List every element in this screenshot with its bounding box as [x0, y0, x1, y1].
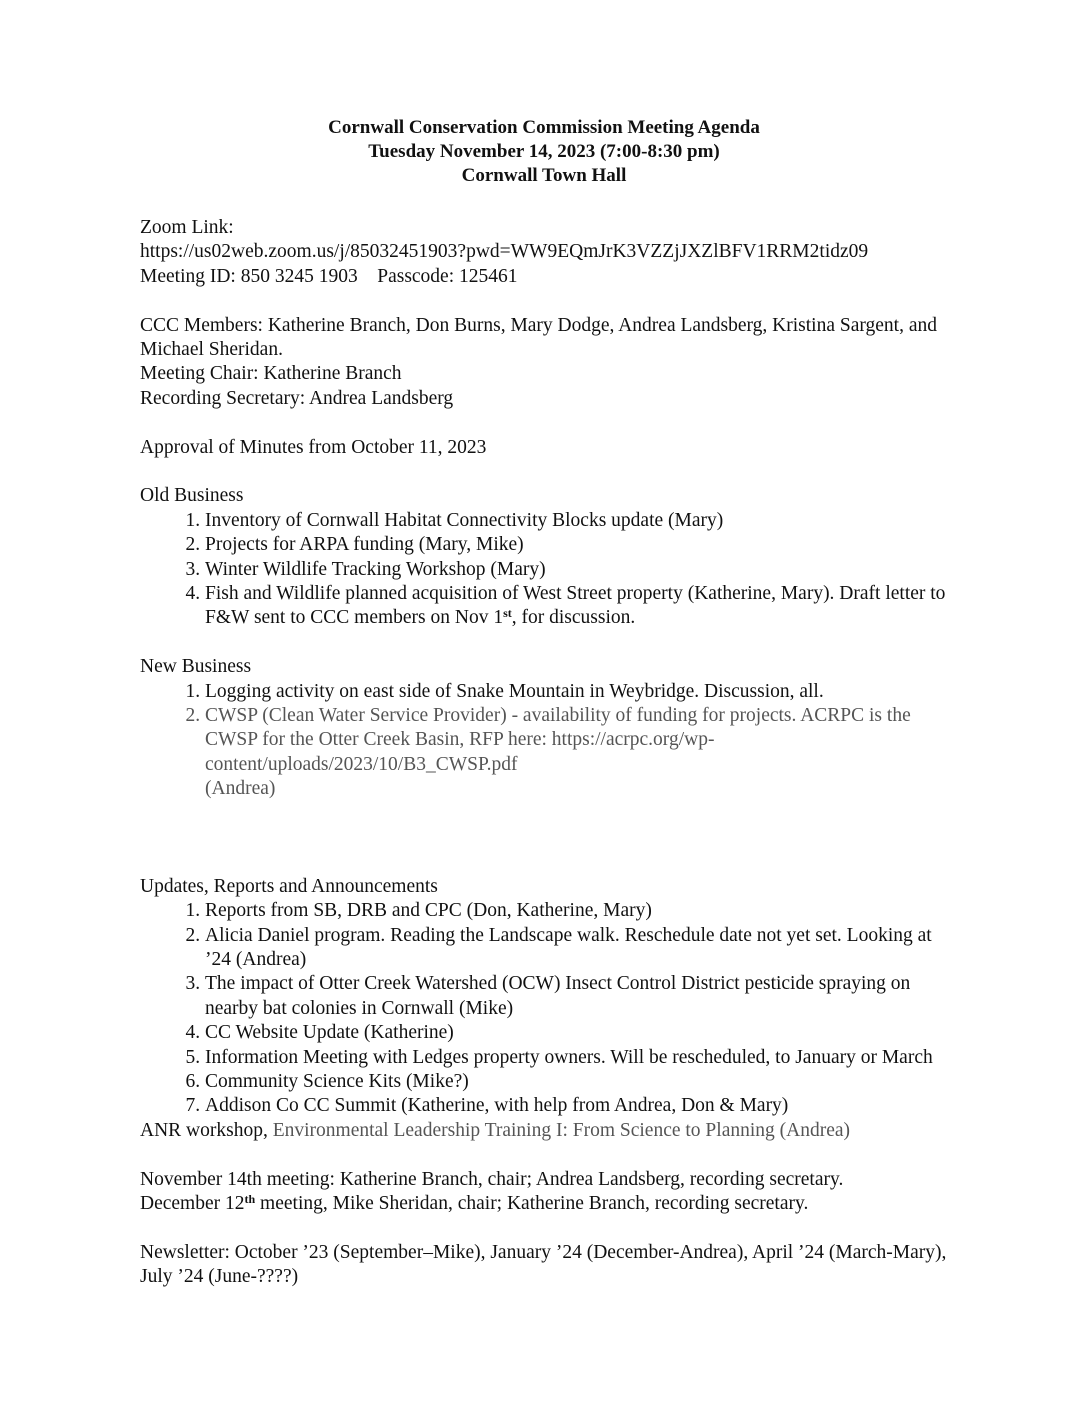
- old-business-heading: Old Business: [140, 485, 244, 507]
- meeting-date: Tuesday November 14, 2023 (7:00-8:30 pm): [368, 141, 720, 162]
- schedule-line-november: November 14th meeting: Katherine Branch, chair; Andrea Landsberg, recording secretary.: [140, 1168, 844, 1190]
- ordinal-suffix: st: [503, 606, 512, 621]
- list-item: 1. Reports from SB, DRB and CPC (Don, Katherine, Mary): [205, 899, 960, 923]
- list-item: 1. Logging activity on east side of Snake Mountain in Weybridge. Discussion, all.: [205, 680, 960, 704]
- list-item: 2. Projects for ARPA funding (Mary, Mike): [205, 533, 960, 557]
- list-item: 5. Information Meeting with Ledges property owners. Will be rescheduled, to January or March: [205, 1046, 960, 1070]
- old-business-item4-text: Fish and Wildlife planned acquisition of West Street property (Katherine, Mary). Draft letter to F&W sent to CCC members on Nov 1: [205, 583, 946, 629]
- agenda-title: Cornwall Conservation Commission Meeting Agenda: [328, 117, 760, 138]
- zoom-label: Zoom Link:: [140, 217, 234, 238]
- ordinal-suffix: th: [244, 1191, 256, 1206]
- cwsp-owner: (Andrea): [205, 778, 276, 800]
- meeting-location: Cornwall Town Hall: [461, 165, 627, 186]
- zoom-link[interactable]: https://us02web.zoom.us/j/85032451903?pwd=WW9EQmJrK3VZZjJXZlBFV1RRM2tidz09: [140, 241, 869, 263]
- agenda-header: [0, 116, 1088, 188]
- members-list: CCC Members: Katherine Branch, Don Burns, Mary Dodge, Andrea Landsberg, Kristina Sargent, and Michael Sheridan.: [140, 314, 937, 361]
- list-item: 6. Community Science Kits (Mike?): [205, 1070, 960, 1094]
- anr-prefix: ANR workshop,: [140, 1119, 273, 1141]
- old-business-list: [140, 509, 960, 631]
- list-item: [205, 704, 960, 802]
- updates-list: [140, 899, 960, 1119]
- list-item: 2. Alicia Daniel program. Reading the Landscape walk. Reschedule date not yet set. Looking at ’24 (Andrea): [205, 924, 960, 973]
- schedule-december-date: December 12: [140, 1192, 245, 1214]
- list-item: 3. Winter Wildlife Tracking Workshop (Mary): [205, 558, 960, 582]
- anr-workshop: [140, 1119, 960, 1143]
- list-item: 4. CC Website Update (Katherine): [205, 1021, 960, 1045]
- approval-of-minutes: Approval of Minutes from October 11, 2023: [140, 436, 487, 458]
- new-business-list: [140, 680, 960, 802]
- schedule-line-december: [140, 1192, 960, 1216]
- updates-heading: Updates, Reports and Announcements: [140, 875, 438, 897]
- meeting-chair: Meeting Chair: Katherine Branch: [140, 363, 402, 385]
- list-item: 1. Inventory of Cornwall Habitat Connectivity Blocks update (Mary): [205, 509, 960, 533]
- list-item: 7. Addison Co CC Summit (Katherine, with help from Andrea, Don & Mary): [205, 1094, 960, 1118]
- recording-secretary: Recording Secretary: Andrea Landsberg: [140, 387, 454, 409]
- anr-training-title: Environmental Leadership Training I: From Science to Planning (Andrea): [272, 1119, 851, 1141]
- old-business-item4-end: , for discussion.: [511, 607, 636, 629]
- meeting-id: Meeting ID: 850 3245 1903 Passcode: 125461: [140, 265, 518, 287]
- cwsp-text: CWSP (Clean Water Service Provider) - availability of funding for projects. ACRPC is the CWSP for the Otter Creek Basin, RFP here: https://acrpc.org/wp-content/uploads/2023/10/B3_CWSP.pdf: [205, 705, 911, 775]
- schedule-december-text: meeting, Mike Sheridan, chair; Katherine Branch, recording secretary.: [255, 1192, 809, 1214]
- new-business-heading: New Business: [140, 656, 252, 678]
- list-item: 3. The impact of Otter Creek Watershed (OCW) Insect Control District pesticide spraying on nearby bat colonies in Cornwall (Mike): [205, 972, 960, 1021]
- newsletter-schedule: Newsletter: October ’23 (September–Mike), January ’24 (December-Andrea), April ’24 (March-Mary), July ’24 (June-????): [140, 1241, 947, 1288]
- agenda-body: [140, 216, 960, 1290]
- list-item: [205, 582, 960, 631]
